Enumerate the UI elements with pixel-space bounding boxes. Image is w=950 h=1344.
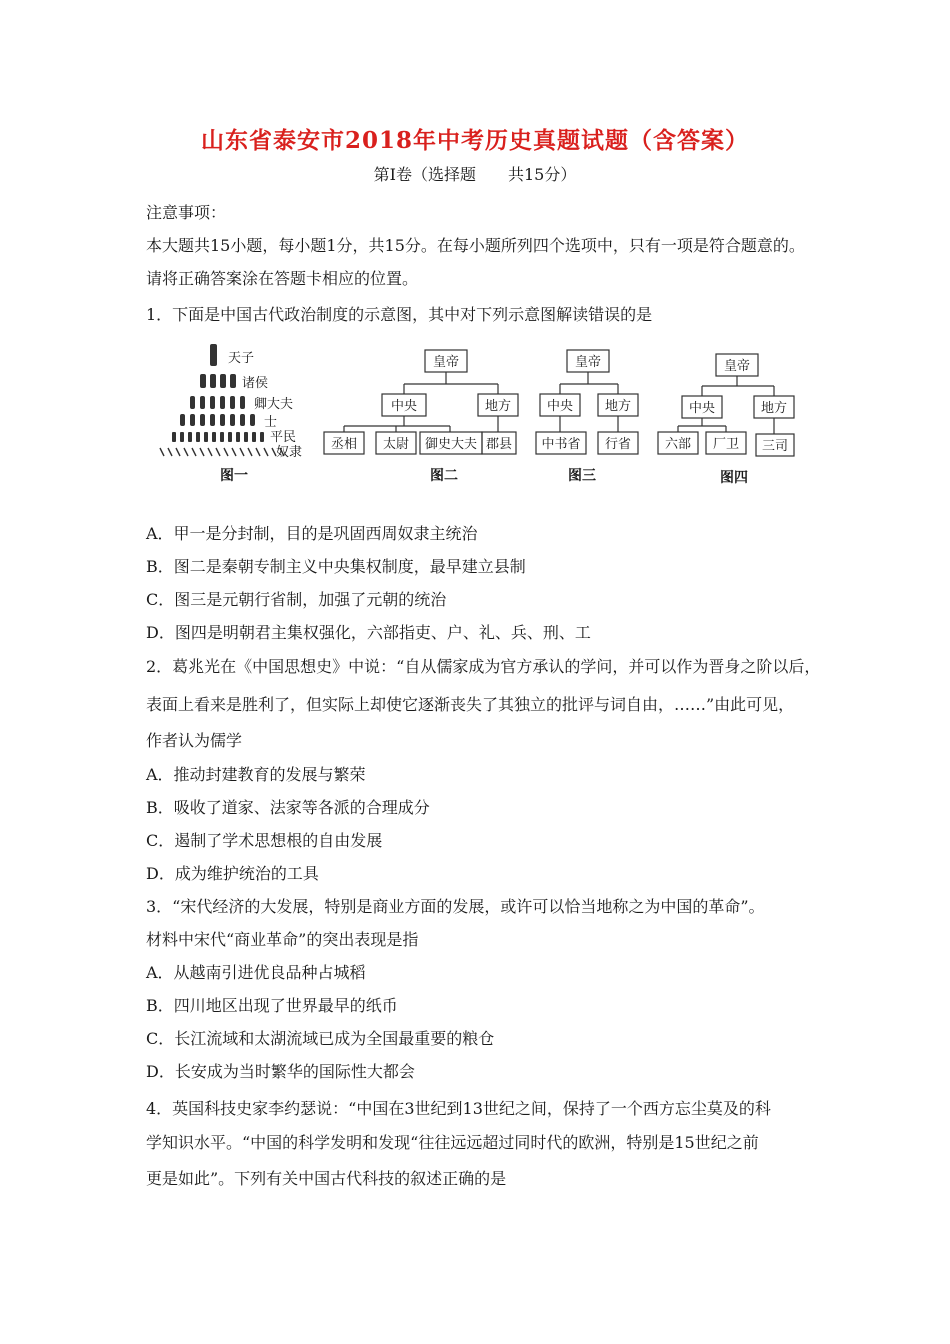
notice-line-2: 请将正确答案涂在答题卡相应的位置。 xyxy=(146,269,419,288)
q2-option-b: B．吸收了道家、法家等各派的合理成分 xyxy=(146,798,430,817)
fig2-leaf-1: 太尉 xyxy=(382,437,410,452)
fig4-mid-1: 地方 xyxy=(760,401,788,416)
fig1-label-5: 奴隶 xyxy=(276,445,303,460)
fig1-label-3: 士 xyxy=(264,415,278,430)
fig3-mid-1: 地方 xyxy=(604,399,632,414)
question-4-stem-1: 4．英国科技史家李约瑟说：“中国在3世纪到13世纪之间，保持了一个西方忘尘莫及的科 xyxy=(146,1099,771,1118)
section-subtitle: 第Ⅰ卷（选择题 共15分） xyxy=(373,165,577,184)
fig4-caption: 图四 xyxy=(720,470,748,486)
q3-option-d: D．长安成为当时繁华的国际性大都会 xyxy=(146,1062,415,1081)
fig3-top: 皇帝 xyxy=(574,355,602,370)
pyramid-row-6 xyxy=(160,448,284,456)
fig2-mid-0: 中央 xyxy=(390,399,418,414)
q3-option-c: C．长江流域和太湖流域已成为全国最重要的粮仓 xyxy=(146,1029,495,1048)
fig1-label-0: 天子 xyxy=(228,351,255,366)
q1-option-d: D．图四是明朝君主集权强化，六部指吏、户、礼、兵、刑、工 xyxy=(146,623,591,642)
q1-option-a: A．甲一是分封制，目的是巩固西周奴隶主统治 xyxy=(146,524,478,543)
fig2-mid-1: 地方 xyxy=(484,399,512,414)
fig4-leaf-1: 厂卫 xyxy=(712,437,740,452)
fig3-mid-0: 中央 xyxy=(546,399,574,414)
fig3-leaf-0: 中书省 xyxy=(541,437,581,452)
question-4-stem-3: 更是如此”。下列有关中国古代科技的叙述正确的是 xyxy=(146,1169,507,1188)
notice-heading: 注意事项： xyxy=(146,203,227,222)
fig4-top: 皇帝 xyxy=(723,359,751,374)
pyramid-row-5 xyxy=(172,432,264,442)
fig1-label-4: 平民 xyxy=(270,430,297,445)
fig1-label-1: 诸侯 xyxy=(242,376,269,391)
pyramid-row-4 xyxy=(180,414,255,426)
fig3-caption: 图三 xyxy=(568,468,596,484)
pyramid-row-2 xyxy=(200,374,236,388)
fig2-top: 皇帝 xyxy=(432,355,460,370)
fig2-leaf-0: 丞相 xyxy=(330,437,358,452)
fig2-leaf-2: 御史大夫 xyxy=(424,437,478,452)
pyramid-row-3 xyxy=(190,396,245,409)
fig4-leaf-0: 六部 xyxy=(664,437,692,452)
q2-option-c: C．遏制了学术思想根的自由发展 xyxy=(146,831,383,850)
fig3-leaf-1: 行省 xyxy=(604,437,632,452)
q1-option-c: C．图三是元朝行省制，加强了元朝的统治 xyxy=(146,590,447,609)
question-3-stem-1: 3．“宋代经济的大发展，特别是商业方面的发展，或许可以恰当地称之为中国的革命”。 xyxy=(146,897,765,916)
question-2-stem-1: 2．葛兆光在《中国思想史》中说：“自从儒家成为官方承认的学问，并可以作为晋身之阶以后， xyxy=(146,657,821,676)
fig4-mid-0: 中央 xyxy=(688,401,716,416)
q1-option-b: B．图二是秦朝专制主义中央集权制度，最早建立县制 xyxy=(146,557,526,576)
pyramid-figure-icon xyxy=(210,344,217,366)
fig1-label-2: 卿大夫 xyxy=(254,397,294,412)
fig4-leaf-2: 三司 xyxy=(761,439,789,454)
fig2-caption: 图二 xyxy=(430,468,458,484)
political-system-figure xyxy=(150,340,810,500)
q2-option-a: A．推动封建教育的发展与繁荣 xyxy=(146,765,366,784)
page-title: 山东省泰安市2018年中考历史真题试题（含答案） xyxy=(200,127,749,154)
question-2-stem-2: 表面上看来是胜利了，但实际上却使它逐渐丧失了其独立的批评与词自由，……”由此可见， xyxy=(146,695,795,714)
question-3-stem-2: 材料中宋代“商业革命”的突出表现是指 xyxy=(146,930,419,949)
question-4-stem-2: 学知识水平。“中国的科学发明和发现“往往远远超过同时代的欧洲，特别是15世纪之前 xyxy=(146,1133,759,1152)
political-system-diagrams xyxy=(150,340,810,500)
q2-option-d: D．成为维护统治的工具 xyxy=(146,864,319,883)
q3-option-b: B．四川地区出现了世界最早的纸币 xyxy=(146,996,398,1015)
q3-option-a: A．从越南引进优良品种占城稻 xyxy=(146,963,366,982)
notice-line-1: 本大题共15小题，每小题1分，共15分。在每小题所列四个选项中，只有一项是符合题意的。 xyxy=(146,236,805,255)
question-1-stem: 1．下面是中国古代政治制度的示意图，其中对下列示意图解读错误的是 xyxy=(146,305,653,324)
question-2-stem-3: 作者认为儒学 xyxy=(146,731,243,750)
fig1-caption: 图一 xyxy=(220,468,248,484)
fig2-leaf-3: 郡县 xyxy=(485,437,513,452)
